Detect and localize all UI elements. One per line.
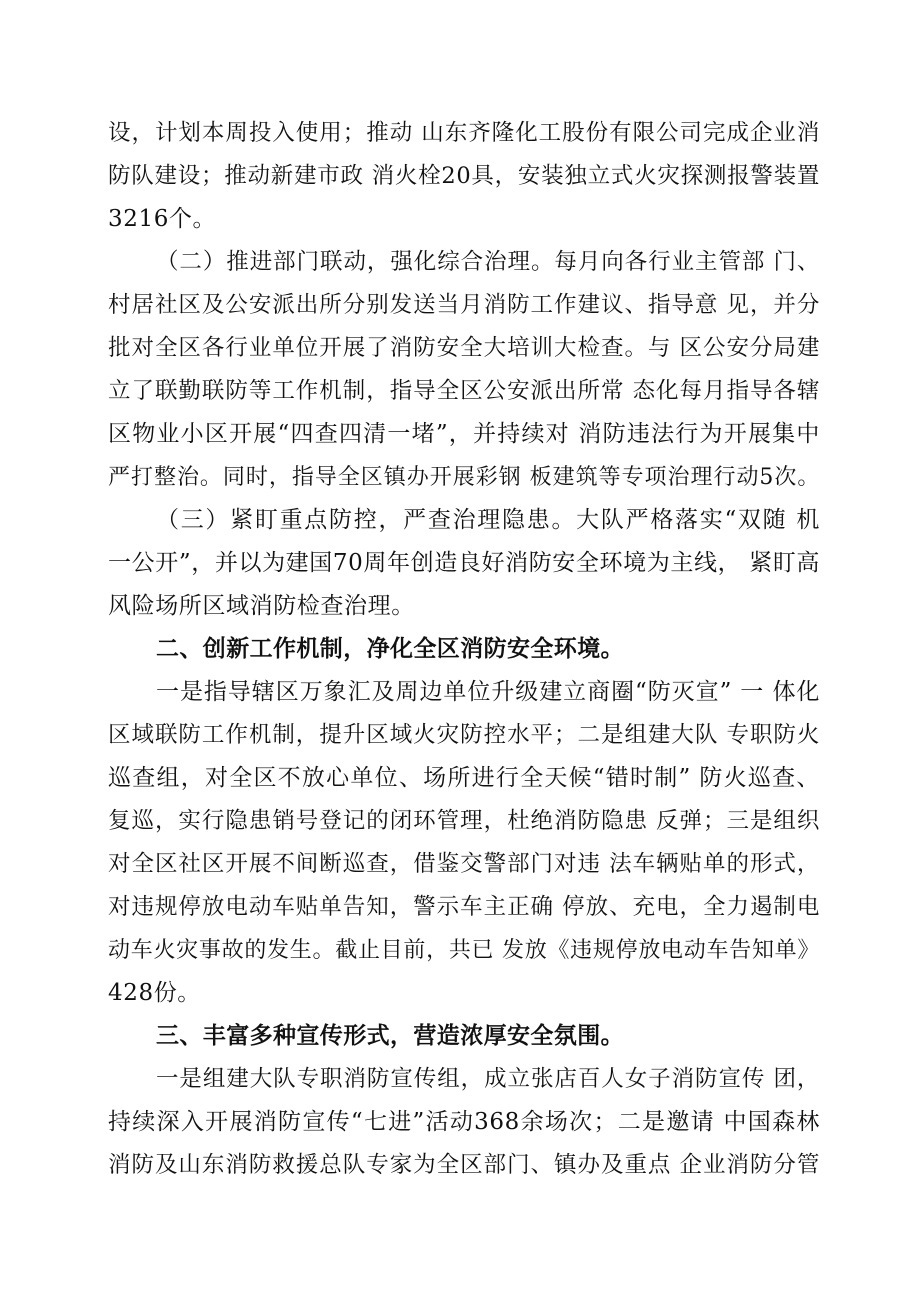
text-line: 区域联防工作机制，提升区域火灾防控水平；二是组建大队 专职防火 <box>108 722 820 748</box>
text-line: 复巡，实行隐患销号登记的闭环管理，杜绝消防隐患 反弹；三是组织 <box>108 808 820 834</box>
text-line: 严打整治。同时，指导全区镇办开展彩钢 板建筑等专项治理行动5次。 <box>108 465 820 490</box>
paragraph-section-3 <box>108 499 820 628</box>
text-line: 428份。 <box>108 980 201 1006</box>
text-line: （三）紧盯重点防控，严查治理隐患。大队严格落实“双随 机 <box>156 507 820 533</box>
text-line: （二）推进部门联动，强化综合治理。每月向各行业主管部 门、 <box>156 249 820 275</box>
text-line: 一是组建大队专职消防宣传组，成立张店百人女子消防宣传 团， <box>156 1066 820 1092</box>
section-heading: 三、丰富多种宣传形式，营造浓厚安全氛围。 <box>156 1023 624 1049</box>
paragraph-section-2 <box>108 241 820 499</box>
section-heading: 二、创新工作机制，净化全区消防安全环境。 <box>156 636 624 662</box>
text-line: 持续深入开展消防宣传“七进”活动368余场次；二是邀请 中国森林 <box>108 1109 820 1135</box>
paragraph-publicity <box>108 1058 820 1187</box>
text-line: 立了联勤联防等工作机制，指导全区公安派出所常 态化每月指导各辖 <box>108 378 820 404</box>
text-line: 区物业小区开展“四查四清一堵”，并持续对 消防违法行为开展集中 <box>108 421 820 447</box>
text-line: 对违规停放电动车贴单告知，警示车主正确 停放、充电，全力遏制电 <box>108 894 820 920</box>
paragraph-mechanism <box>108 671 820 1015</box>
text-line: 设，计划本周投入使用；推动 山东齐隆化工股份有限公司完成企业消 <box>108 120 820 146</box>
text-line: 风险场所区域消防检查治理。 <box>108 593 415 619</box>
text-line: 一公开”，并以为建国70周年创造良好消防安全环境为主线， 紧盯高 <box>108 550 820 576</box>
text-line: 消防及山东消防救援总队专家为全区部门、镇办及重点 企业消防分管 <box>108 1152 820 1178</box>
document-page <box>108 112 820 1187</box>
text-line: 防队建设；推动新建市政 消火栓20具，安装独立式火灾探测报警装置 <box>108 163 820 189</box>
paragraph-continuation <box>108 112 820 241</box>
text-line: 对全区社区开展不间断巡查，借鉴交警部门对违 法车辆贴单的形式， <box>108 851 820 877</box>
text-line: 村居社区及公安派出所分别发送当月消防工作建议、指导意 见，并分 <box>108 292 820 318</box>
text-line: 巡查组，对全区不放心单位、场所进行全天候“错时制” 防火巡查、 <box>108 765 820 791</box>
text-line: 一是指导辖区万象汇及周边单位升级建立商圈“防灭宣” 一 体化 <box>156 679 820 705</box>
text-line: 动车火灾事故的发生。截止目前，共已 发放《违规停放电动车告知单》 <box>108 938 820 963</box>
text-line: 批对全区各行业单位开展了消防安全大培训大检查。与 区公安分局建 <box>108 335 820 361</box>
text-line: 3216个。 <box>108 206 217 232</box>
